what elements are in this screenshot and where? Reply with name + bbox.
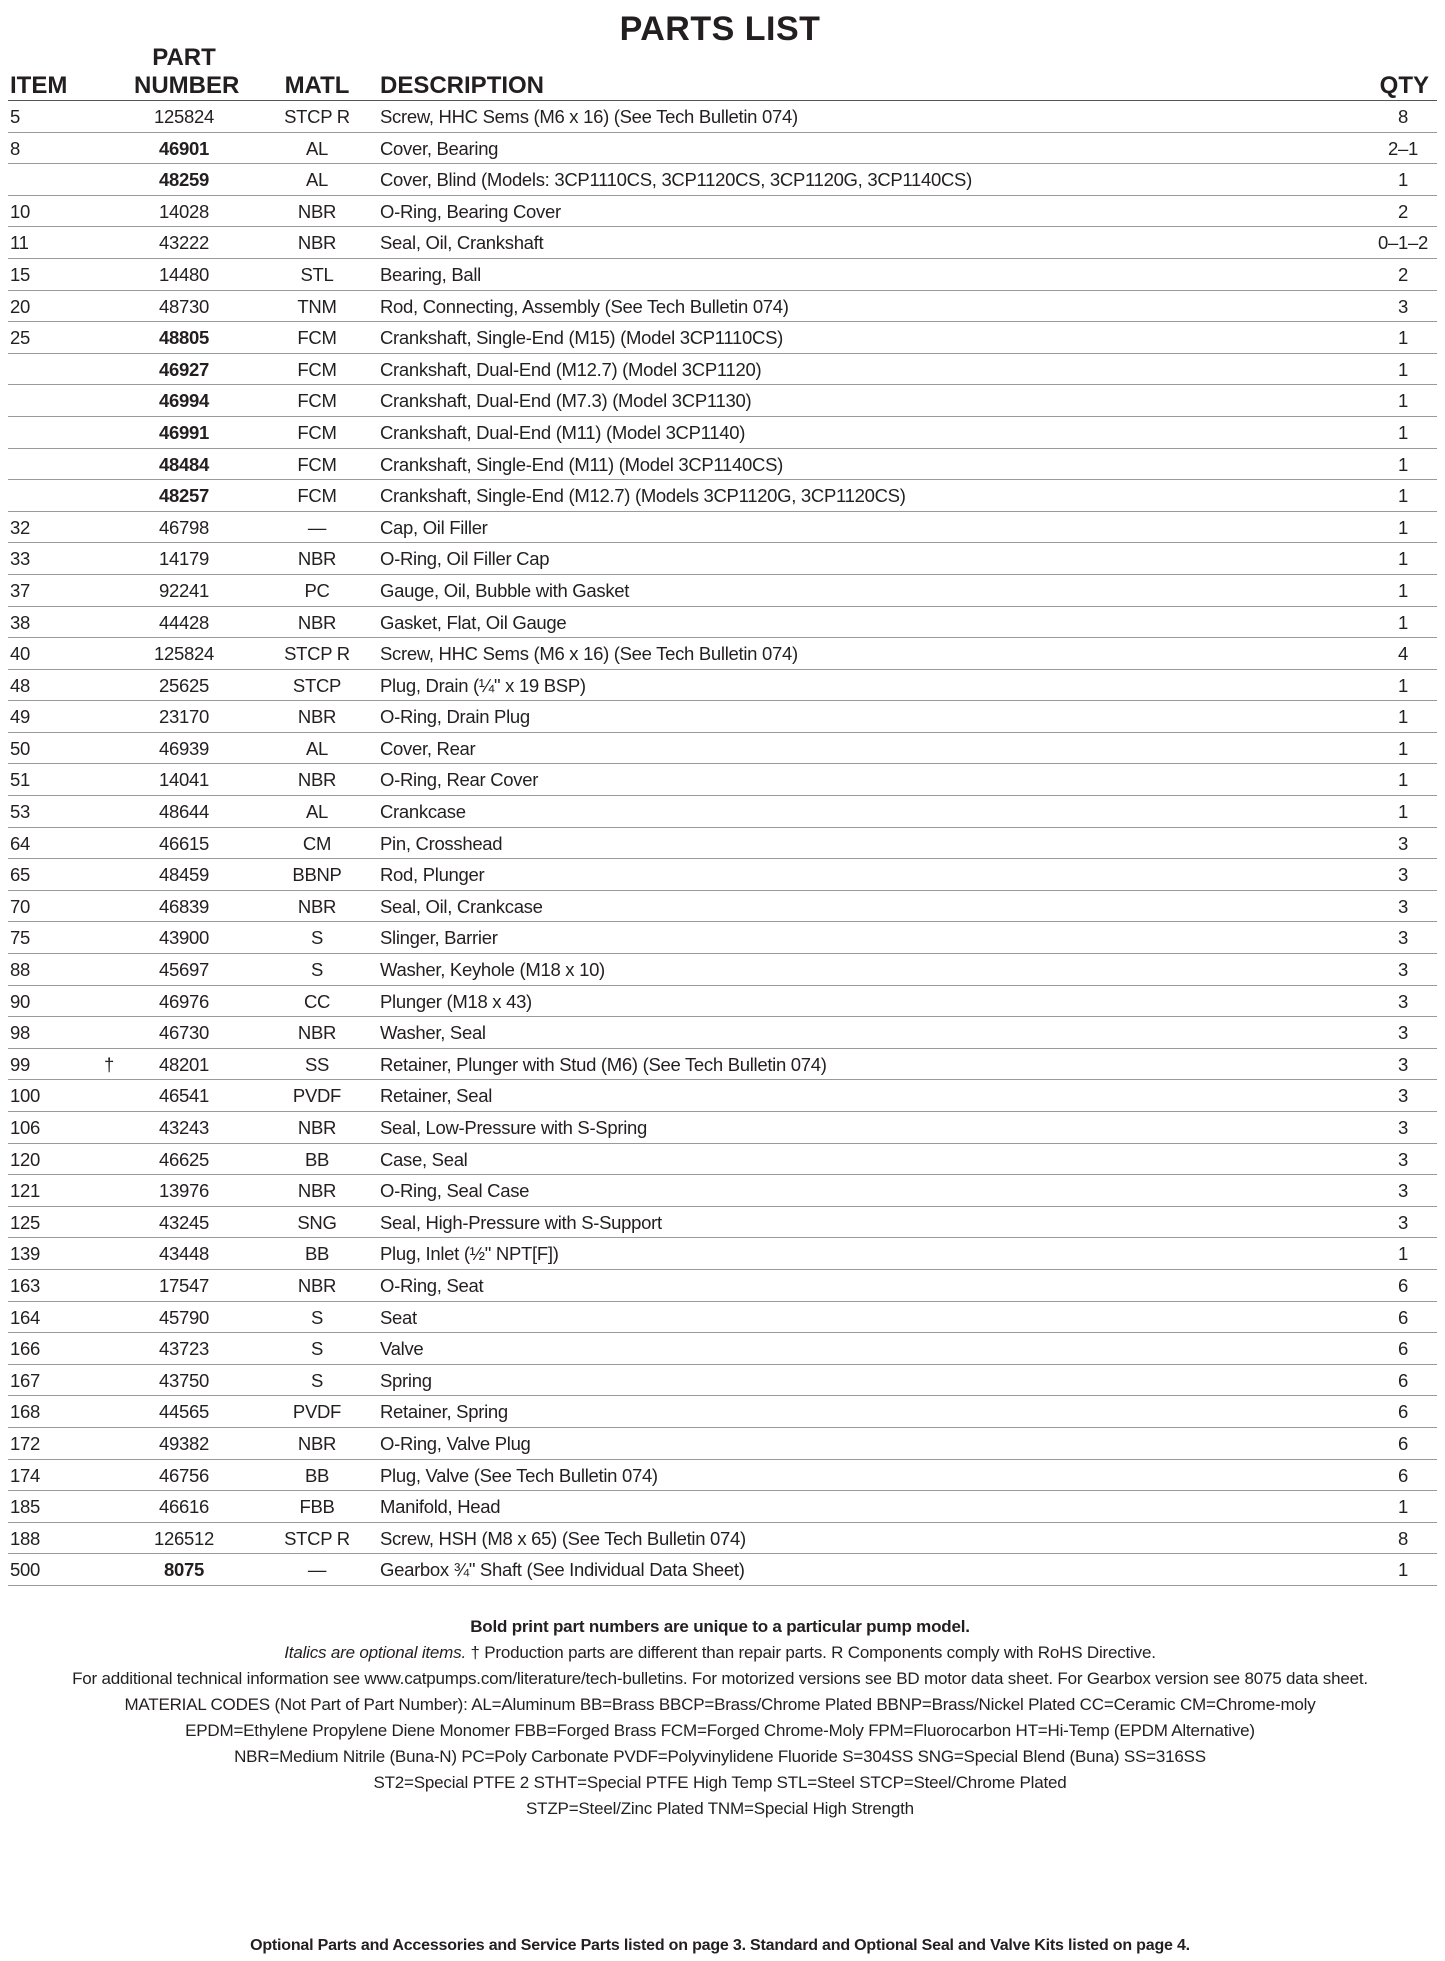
production-marker: † — [104, 1053, 114, 1075]
table-row — [8, 701, 1437, 733]
item-cell: 51 — [10, 769, 30, 791]
notes-section — [0, 1614, 1440, 1822]
description-cell: Crankshaft, Single-End (M15) (Model 3CP1110CS) — [380, 327, 783, 349]
description-cell: Bearing, Ball — [380, 263, 481, 285]
description-cell: Plug, Drain (¼" x 19 BSP) — [380, 674, 586, 696]
part-number-cell: 17547 — [159, 1274, 209, 1296]
material-cell: PVDF — [292, 1085, 342, 1107]
item-cell: 53 — [10, 801, 30, 823]
description-cell: Crankshaft, Dual-End (M12.7) (Model 3CP1120) — [380, 358, 762, 380]
table-row — [8, 101, 1437, 133]
material-cell: FCM — [297, 453, 337, 475]
description-cell: O-Ring, Bearing Cover — [380, 200, 561, 222]
material-cell: NBR — [297, 895, 337, 917]
material-cell: PC — [304, 579, 330, 601]
description-cell: O-Ring, Valve Plug — [380, 1432, 531, 1454]
table-row — [8, 1396, 1437, 1428]
description-cell: Gasket, Flat, Oil Gauge — [380, 611, 567, 633]
material-cell: NBR — [297, 548, 337, 570]
table-row — [8, 1365, 1437, 1397]
material-cell: STCP R — [284, 643, 350, 665]
qty-cell: 1 — [1398, 516, 1408, 538]
part-number-cell: 48805 — [159, 327, 209, 349]
item-cell: 163 — [10, 1274, 40, 1296]
table-row — [8, 164, 1437, 196]
material-cell: NBR — [297, 200, 337, 222]
material-cell: FCM — [297, 390, 337, 412]
material-cell: NBR — [297, 232, 337, 254]
table-row — [8, 638, 1437, 670]
item-cell: 65 — [10, 864, 30, 886]
description-cell: Rod, Plunger — [380, 864, 485, 886]
description-cell: Manifold, Head — [380, 1496, 501, 1518]
description-cell: Cover, Rear — [380, 737, 476, 759]
table-row — [8, 1270, 1437, 1302]
table-row — [8, 1302, 1437, 1334]
item-cell: 100 — [10, 1085, 40, 1107]
qty-cell: 1 — [1398, 737, 1408, 759]
description-cell: Crankcase — [380, 801, 466, 823]
part-number-cell: 43243 — [159, 1117, 209, 1138]
part-number-cell: 48644 — [159, 801, 209, 823]
qty-cell: 2 — [1398, 200, 1408, 222]
qty-cell: 1 — [1398, 390, 1408, 412]
part-number-cell: 43222 — [159, 232, 209, 254]
part-number-cell: 43245 — [159, 1211, 209, 1233]
part-number-cell: 14028 — [159, 200, 209, 222]
part-number-cell: 46839 — [159, 895, 209, 917]
part-number-cell: 14179 — [159, 548, 209, 570]
table-row — [8, 291, 1437, 323]
description-cell: Crankshaft, Dual-End (M7.3) (Model 3CP1130) — [380, 390, 752, 412]
page-title: PARTS LIST — [619, 10, 821, 48]
description-cell: O-Ring, Drain Plug — [380, 706, 530, 728]
item-cell: 5 — [10, 106, 20, 127]
description-cell: Seat — [380, 1306, 417, 1328]
table-row — [8, 1333, 1437, 1365]
qty-cell: 3 — [1398, 1022, 1408, 1044]
material-cell: S — [310, 1369, 324, 1391]
header-description: DESCRIPTION — [380, 72, 545, 99]
part-number-cell: 46939 — [159, 737, 209, 759]
table-row — [8, 133, 1437, 165]
item-cell: 10 — [10, 200, 30, 222]
description-cell: Cover, Bearing — [380, 137, 499, 159]
item-cell: 64 — [10, 832, 30, 854]
item-cell: 11 — [10, 232, 29, 254]
part-number-cell: 46541 — [159, 1085, 209, 1107]
qty-cell: 1 — [1398, 1559, 1408, 1581]
material-cell: BBNP — [292, 864, 342, 886]
part-number-cell: 43448 — [159, 1243, 209, 1265]
material-cell: CM — [302, 832, 332, 854]
material-cell: TNM — [297, 295, 337, 317]
table-row — [8, 385, 1437, 417]
item-cell: 32 — [10, 516, 30, 538]
header-part-line2: NUMBER — [134, 72, 240, 99]
table-row — [8, 1080, 1437, 1112]
description-cell: Plug, Valve (See Tech Bulletin 074) — [380, 1464, 658, 1486]
item-cell: 185 — [10, 1496, 40, 1518]
material-cell: AL — [305, 737, 329, 759]
item-cell: 106 — [10, 1117, 40, 1138]
part-number-cell: 46730 — [159, 1022, 209, 1044]
description-cell: Screw, HHC Sems (M6 x 16) (See Tech Bulletin 074) — [380, 643, 798, 665]
qty-cell: 3 — [1398, 1117, 1408, 1138]
table-row — [8, 1523, 1437, 1555]
item-cell: 48 — [10, 674, 30, 696]
qty-cell: 8 — [1398, 106, 1408, 127]
material-cell: AL — [305, 801, 329, 823]
description-cell: Retainer, Spring — [380, 1401, 508, 1423]
table-row — [8, 543, 1437, 575]
item-cell: 88 — [10, 959, 30, 981]
part-number-cell: 48730 — [159, 295, 209, 317]
description-cell: Valve — [380, 1338, 424, 1360]
italics-note: Italics are optional items. — [284, 1643, 466, 1662]
header-matl: MATL — [284, 72, 350, 99]
description-cell: Cover, Blind (Models: 3CP1110CS, 3CP1120CS, 3CP1120G, 3CP1140CS) — [380, 169, 972, 191]
description-cell: O-Ring, Seal Case — [380, 1180, 530, 1202]
table-row — [8, 1112, 1437, 1144]
qty-cell: 3 — [1398, 895, 1408, 917]
parts-table-body — [8, 101, 1437, 1586]
material-cell: BB — [304, 1148, 330, 1170]
material-cell: FCM — [297, 421, 337, 443]
item-cell: 90 — [10, 990, 30, 1012]
material-cell: — — [307, 1559, 327, 1581]
material-cell: NBR — [297, 611, 337, 633]
description-cell: Retainer, Plunger with Stud (M6) (See Tech Bulletin 074) — [380, 1053, 827, 1075]
table-row — [8, 1017, 1437, 1049]
material-cell: NBR — [297, 1432, 337, 1454]
qty-cell: 1 — [1398, 548, 1408, 570]
material-cell: STL — [300, 263, 334, 285]
table-row — [8, 1491, 1437, 1523]
part-number-cell: 25625 — [159, 674, 209, 696]
qty-cell: 1 — [1398, 453, 1408, 475]
table-row — [8, 1238, 1437, 1270]
qty-cell: 1 — [1398, 674, 1408, 696]
item-cell: 15 — [10, 263, 30, 285]
part-number-cell: 125824 — [154, 643, 214, 665]
qty-cell: 6 — [1398, 1369, 1408, 1391]
part-number-cell: 44428 — [159, 611, 209, 633]
table-row — [8, 733, 1437, 765]
material-codes-line-5: STZP=Steel/Zinc Plated TNM=Special High Strength — [526, 1799, 914, 1818]
part-number-cell: 8075 — [164, 1559, 204, 1581]
qty-cell: 1 — [1398, 611, 1408, 633]
qty-cell: 0–1–2 — [1378, 232, 1428, 254]
part-number-cell: 48484 — [159, 453, 209, 475]
description-cell: Seal, High-Pressure with S-Support — [380, 1211, 662, 1233]
table-row — [8, 1175, 1437, 1207]
table-row — [8, 259, 1437, 291]
part-number-cell: 46756 — [159, 1464, 209, 1486]
material-cell: NBR — [297, 769, 337, 791]
header-qty: QTY — [1379, 72, 1429, 99]
table-row — [8, 1049, 1437, 1081]
material-cell: AL — [305, 169, 329, 191]
item-cell: 40 — [10, 643, 30, 665]
qty-cell: 6 — [1398, 1464, 1408, 1486]
part-number-cell: 46901 — [159, 137, 209, 159]
material-cell: S — [310, 1338, 324, 1360]
part-number-cell: 48201 — [159, 1053, 209, 1075]
item-cell: 49 — [10, 706, 30, 728]
description-cell: Retainer, Seal — [380, 1085, 493, 1107]
part-number-cell: 45790 — [159, 1306, 209, 1328]
part-number-cell: 92241 — [159, 579, 209, 601]
description-cell: Spring — [380, 1369, 432, 1391]
qty-cell: 1 — [1398, 801, 1408, 823]
part-number-cell: 43723 — [159, 1338, 209, 1360]
table-row — [8, 480, 1437, 512]
part-number-cell: 43900 — [159, 927, 209, 949]
table-row — [8, 354, 1437, 386]
item-cell: 172 — [10, 1432, 40, 1454]
material-cell: STCP — [292, 674, 342, 696]
description-cell: Seal, Low-Pressure with S-Spring — [380, 1117, 647, 1138]
material-cell: BB — [304, 1464, 330, 1486]
part-number-cell: 43750 — [159, 1369, 209, 1391]
material-cell: SNG — [297, 1211, 337, 1233]
qty-cell: 6 — [1398, 1432, 1408, 1454]
qty-cell: 2–1 — [1388, 137, 1418, 159]
item-cell: 120 — [10, 1148, 40, 1170]
description-cell: Slinger, Barrier — [380, 927, 498, 949]
description-cell: Case, Seal — [380, 1148, 468, 1170]
part-number-cell: 125824 — [154, 106, 214, 127]
table-row — [8, 607, 1437, 639]
qty-cell: 1 — [1398, 485, 1408, 507]
material-cell: FCM — [297, 358, 337, 380]
material-cell: PVDF — [292, 1401, 342, 1423]
description-cell: Plunger (M18 x 43) — [380, 990, 532, 1012]
table-row — [8, 828, 1437, 860]
table-row — [8, 1144, 1437, 1176]
qty-cell: 3 — [1398, 990, 1408, 1012]
qty-cell: 3 — [1398, 1148, 1408, 1170]
item-cell: 125 — [10, 1211, 40, 1233]
description-cell: O-Ring, Oil Filler Cap — [380, 548, 550, 570]
part-number-cell: 126512 — [154, 1527, 214, 1549]
item-cell: 99 — [10, 1053, 30, 1075]
material-cell: NBR — [297, 1180, 337, 1202]
material-cell: FBB — [299, 1496, 335, 1518]
qty-cell: 3 — [1398, 832, 1408, 854]
qty-cell: 1 — [1398, 169, 1408, 191]
bold-note: Bold print part numbers are unique to a particular pump model. — [470, 1617, 970, 1636]
qty-cell: 4 — [1398, 643, 1408, 665]
qty-cell: 1 — [1398, 327, 1408, 349]
item-cell: 164 — [10, 1306, 40, 1328]
table-row — [8, 922, 1437, 954]
material-cell: CC — [303, 990, 331, 1012]
part-number-cell: 14480 — [159, 263, 209, 285]
material-cell: NBR — [297, 1274, 337, 1296]
qty-cell: 3 — [1398, 864, 1408, 886]
qty-cell: 6 — [1398, 1306, 1408, 1328]
material-codes-line-3: NBR=Medium Nitrile (Buna-N) PC=Poly Carbonate PVDF=Polyvinylidene Fluoride S=304SS SNG=Special Blend (Buna) SS=316SS — [234, 1747, 1206, 1766]
italics-production-note — [0, 1640, 1440, 1666]
item-cell: 8 — [10, 137, 20, 159]
part-number-cell: 23170 — [159, 706, 209, 728]
material-codes-line-4: ST2=Special PTFE 2 STHT=Special PTFE High Temp STL=Steel STCP=Steel/Chrome Plated — [373, 1773, 1067, 1792]
material-cell: S — [310, 927, 324, 949]
description-cell: Seal, Oil, Crankshaft — [380, 232, 544, 254]
qty-cell: 3 — [1398, 927, 1408, 949]
table-row — [8, 1207, 1437, 1239]
part-number-cell: 48259 — [159, 169, 209, 191]
part-number-cell: 14041 — [159, 769, 209, 791]
table-row — [8, 1428, 1437, 1460]
part-number-cell: 46976 — [159, 990, 209, 1012]
tech-bulletin-note: For additional technical information see www.catpumps.com/literature/tech-bulletins. For motorized versions see BD motor data sheet. For Gearbox version see 8075 data sheet. — [72, 1669, 1368, 1688]
qty-cell: 3 — [1398, 1180, 1408, 1202]
description-cell: Crankshaft, Single-End (M11) (Model 3CP1140CS) — [380, 453, 783, 475]
table-row — [8, 417, 1437, 449]
item-cell: 174 — [10, 1464, 40, 1486]
description-cell: Rod, Connecting, Assembly (See Tech Bulletin 074) — [380, 295, 789, 317]
description-cell: Screw, HSH (M8 x 65) (See Tech Bulletin 074) — [380, 1527, 746, 1549]
item-cell: 188 — [10, 1527, 40, 1549]
item-cell: 50 — [10, 737, 30, 759]
part-number-cell: 46616 — [159, 1496, 209, 1518]
description-cell: Cap, Oil Filler — [380, 516, 488, 538]
qty-cell: 3 — [1398, 1085, 1408, 1107]
table-row — [8, 575, 1437, 607]
qty-cell: 1 — [1398, 769, 1408, 791]
table-row — [8, 764, 1437, 796]
part-number-cell: 46615 — [159, 832, 209, 854]
description-cell: Screw, HHC Sems (M6 x 16) (See Tech Bulletin 074) — [380, 106, 798, 127]
header-item: ITEM — [10, 72, 68, 99]
part-number-cell: 44565 — [159, 1401, 209, 1423]
table-row — [8, 954, 1437, 986]
material-cell: BB — [304, 1243, 330, 1265]
item-cell: 168 — [10, 1401, 40, 1423]
item-cell: 121 — [10, 1180, 40, 1202]
description-cell: Plug, Inlet (½" NPT[F]) — [380, 1243, 559, 1265]
table-row — [8, 1460, 1437, 1492]
table-row — [8, 1554, 1437, 1586]
part-number-cell: 13976 — [159, 1180, 209, 1202]
part-number-cell: 48257 — [159, 485, 209, 507]
table-row — [8, 859, 1437, 891]
part-number-cell: 46991 — [159, 421, 209, 443]
part-number-cell: 46994 — [159, 390, 209, 412]
description-cell: Washer, Seal — [380, 1022, 486, 1044]
part-number-cell: 46798 — [159, 516, 209, 538]
material-cell: S — [310, 959, 324, 981]
item-cell: 167 — [10, 1369, 40, 1391]
item-cell: 500 — [10, 1559, 40, 1581]
description-cell: Crankshaft, Dual-End (M11) (Model 3CP1140) — [380, 421, 746, 443]
description-cell: Gearbox ¾" Shaft (See Individual Data Sheet) — [380, 1559, 745, 1581]
material-codes-line-1: MATERIAL CODES (Not Part of Part Number): AL=Aluminum BB=Brass BBCP=Brass/Chrome Plated BBNP=Brass/Nickel Plated CC=Ceramic CM=Chrome-moly — [124, 1695, 1316, 1714]
material-cell: S — [310, 1306, 324, 1328]
material-cell: AL — [305, 137, 329, 159]
description-cell: Pin, Crosshead — [380, 832, 503, 854]
qty-cell: 8 — [1398, 1527, 1408, 1549]
qty-cell: 1 — [1398, 579, 1408, 601]
qty-cell: 1 — [1398, 1243, 1408, 1265]
qty-cell: 1 — [1398, 706, 1408, 728]
table-row — [8, 196, 1437, 228]
material-cell: — — [307, 516, 327, 538]
footer-note: Optional Parts and Accessories and Service Parts listed on page 3. Standard and Optional Seal and Valve Kits listed on page 4. — [250, 1937, 1190, 1954]
table-row — [8, 891, 1437, 923]
qty-cell: 2 — [1398, 263, 1408, 285]
table-row — [8, 986, 1437, 1018]
item-cell: 98 — [10, 1022, 30, 1044]
item-cell: 37 — [10, 579, 30, 601]
part-number-cell: 46625 — [159, 1148, 209, 1170]
item-cell: 33 — [10, 548, 30, 570]
qty-cell: 1 — [1398, 421, 1408, 443]
item-cell: 70 — [10, 895, 30, 917]
qty-cell: 1 — [1398, 1496, 1408, 1518]
description-cell: Seal, Oil, Crankcase — [380, 895, 543, 917]
material-cell: STCP R — [284, 106, 350, 127]
header-part-number — [134, 44, 240, 100]
description-cell: Washer, Keyhole (M18 x 10) — [380, 959, 605, 981]
material-cell: NBR — [297, 1022, 337, 1044]
material-cell: STCP R — [284, 1527, 350, 1549]
description-cell: O-Ring, Seat — [380, 1274, 484, 1296]
qty-cell: 1 — [1398, 358, 1408, 380]
qty-cell: 6 — [1398, 1338, 1408, 1360]
material-cell: FCM — [297, 485, 337, 507]
item-cell: 20 — [10, 295, 30, 317]
material-cell: NBR — [297, 1117, 337, 1138]
qty-cell: 3 — [1398, 959, 1408, 981]
item-cell: 25 — [10, 327, 30, 349]
item-cell: 166 — [10, 1338, 40, 1360]
part-number-cell: 46927 — [159, 358, 209, 380]
table-header — [8, 44, 1437, 101]
qty-cell: 3 — [1398, 1053, 1408, 1075]
table-row — [8, 227, 1437, 259]
table-row — [8, 449, 1437, 481]
qty-cell: 6 — [1398, 1274, 1408, 1296]
part-number-cell: 48459 — [159, 864, 209, 886]
description-cell: Crankshaft, Single-End (M12.7) (Models 3CP1120G, 3CP1120CS) — [380, 485, 906, 507]
table-row — [8, 670, 1437, 702]
part-number-cell: 49382 — [159, 1432, 209, 1454]
material-codes-line-2: EPDM=Ethylene Propylene Diene Monomer FBB=Forged Brass FCM=Forged Chrome-Moly FPM=Fluorocarbon HT=Hi-Temp (EPDM Alternative) — [185, 1721, 1255, 1740]
item-cell: 38 — [10, 611, 30, 633]
material-cell: SS — [304, 1053, 330, 1075]
item-cell: 75 — [10, 927, 30, 949]
qty-cell: 6 — [1398, 1401, 1408, 1423]
production-note: † Production parts are different than repair parts. R Components comply with RoHS Directive. — [470, 1643, 1156, 1662]
description-cell: O-Ring, Rear Cover — [380, 769, 539, 791]
table-row — [8, 512, 1437, 544]
qty-cell: 3 — [1398, 295, 1408, 317]
table-row — [8, 322, 1437, 354]
header-part-line1: PART — [152, 44, 216, 71]
qty-cell: 3 — [1398, 1211, 1408, 1233]
material-cell: NBR — [297, 706, 337, 728]
item-cell: 139 — [10, 1243, 40, 1265]
table-row — [8, 796, 1437, 828]
part-number-cell: 45697 — [159, 959, 209, 981]
description-cell: Gauge, Oil, Bubble with Gasket — [380, 579, 630, 601]
material-cell: FCM — [297, 327, 337, 349]
